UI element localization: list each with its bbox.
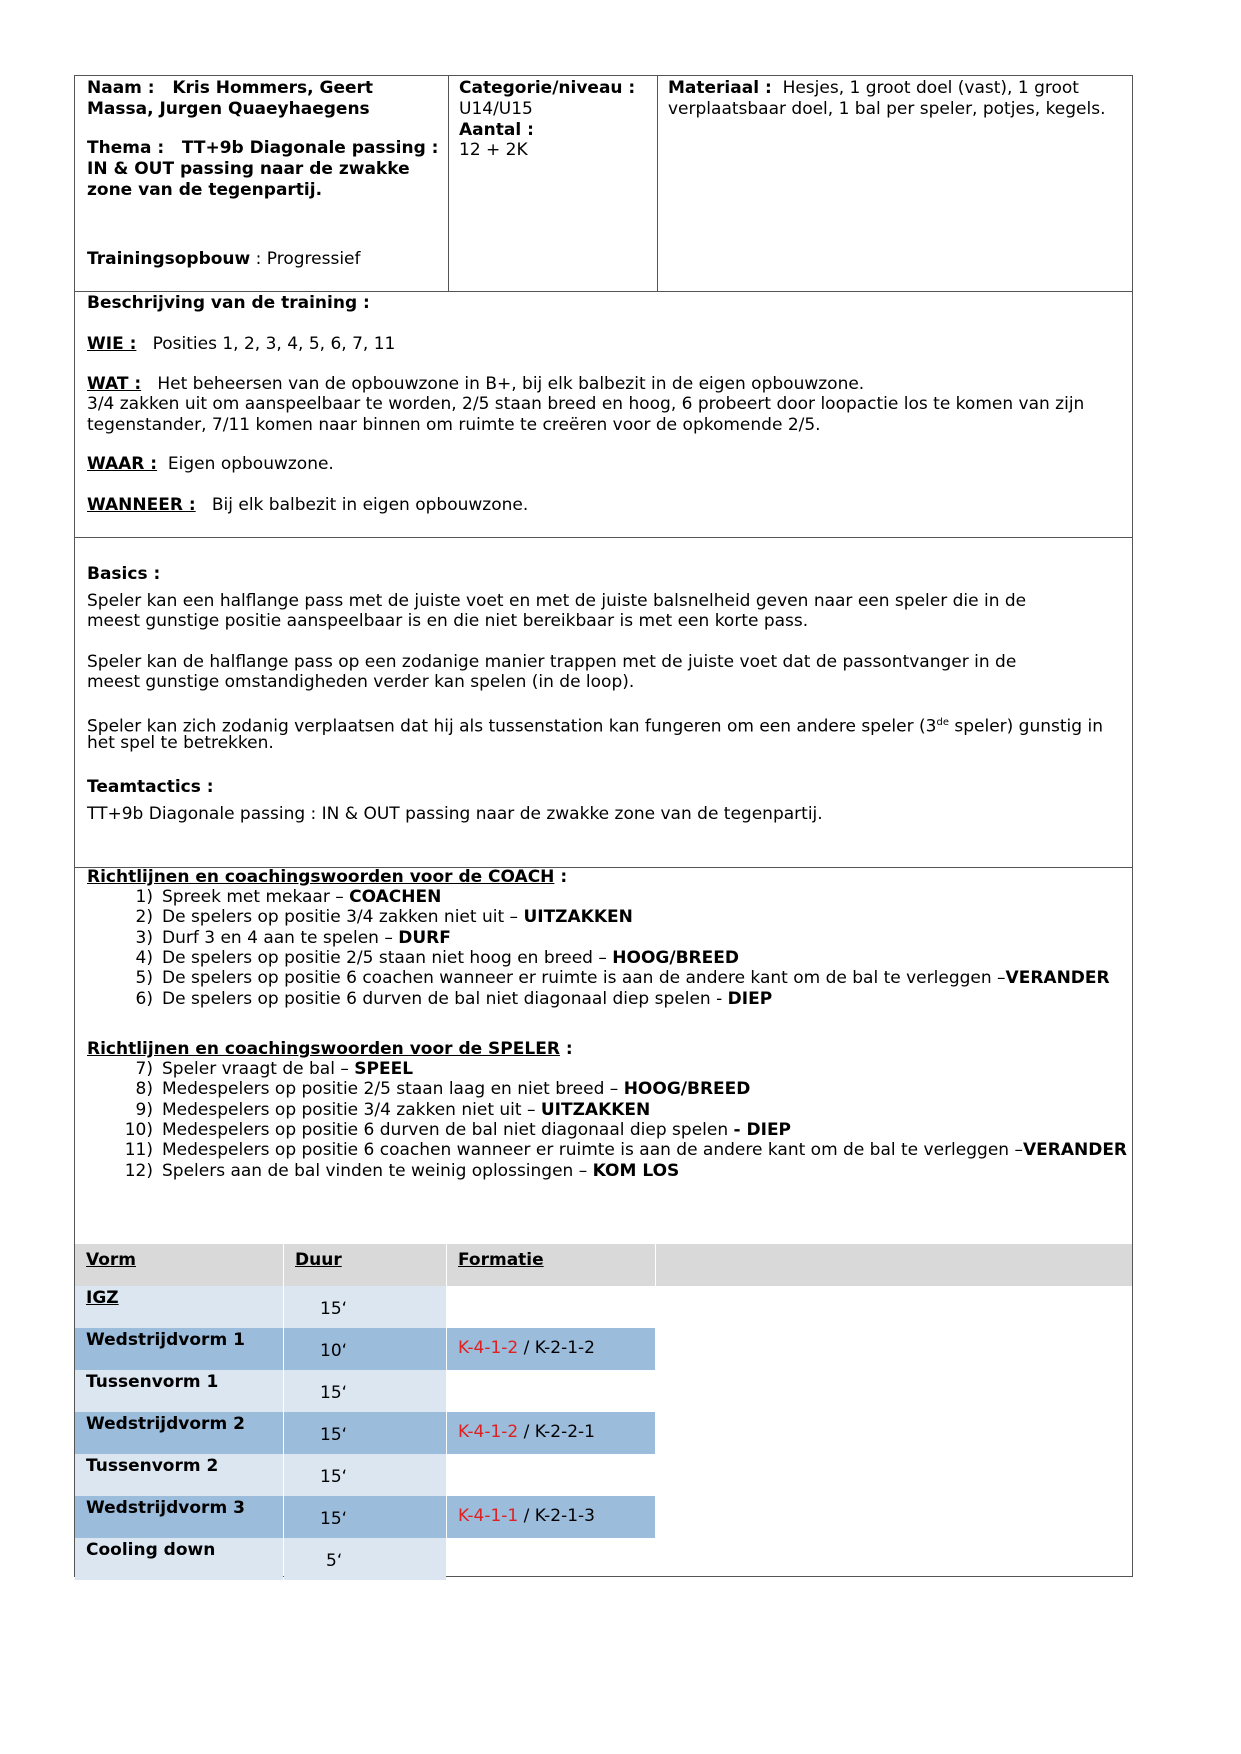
header-vorm: [75, 1244, 283, 1286]
coaching-word: VERANDER: [1005, 968, 1110, 989]
wanneer-line: [87, 495, 528, 516]
beschrijving-title: Beschrijving van de training :: [87, 293, 370, 313]
basics-p3-text: Speler kan zich zodanig verplaatsen dat hij als tussenstation kan fungeren om een andere speler (3: [87, 716, 937, 737]
cell-vorm: [75, 1454, 283, 1496]
cell-formatie: [447, 1370, 655, 1412]
list-item-number: 6): [135, 988, 153, 1009]
speler-title-colon: :: [559, 1039, 573, 1059]
superscript: de: [936, 717, 949, 728]
coaching-word: HOOG/BREED: [623, 1079, 751, 1100]
list-item: [162, 1140, 1127, 1161]
formatie-value: [458, 1506, 595, 1527]
header-duur-label: Duur: [295, 1250, 342, 1270]
coaching-word: KOM LOS: [592, 1160, 680, 1181]
coaching-word: HOOG/BREED: [612, 947, 739, 968]
basics-section: [75, 537, 1132, 868]
list-item-text: De spelers op positie 6 durven de bal niet diagonaal diep spelen -: [162, 988, 728, 1009]
list-item-text: Medespelers op positie 2/5 staan laag en niet breed –: [162, 1079, 624, 1100]
list-item-text: Speler vraagt de bal –: [162, 1059, 355, 1079]
duur-value: 15‘: [320, 1509, 348, 1529]
wanneer-label: WANNEER :: [87, 495, 196, 515]
list-item: [162, 887, 441, 908]
naam-thema-cell: [75, 76, 449, 291]
materiaal-value: Hesjes, 1 groot doel (vast), 1 groot: [782, 78, 1079, 98]
thema-line2: IN & OUT passing naar de zwakke: [87, 159, 410, 179]
cell-duur: [284, 1454, 446, 1496]
cell-vorm: [75, 1328, 283, 1370]
coach-title-line: [87, 867, 567, 888]
table-row: [75, 1286, 1132, 1328]
list-item-text: Spreek met mekaar –: [162, 887, 350, 907]
cell-formatie: [447, 1328, 655, 1370]
cell-duur: [284, 1370, 446, 1412]
list-item: [162, 1079, 750, 1100]
coaching-word: DIEP: [727, 988, 773, 1009]
list-item-text: De spelers op positie 3/4 zakken niet uit –: [162, 907, 524, 928]
coach-title-colon: :: [554, 867, 568, 887]
wat-label: WAT :: [87, 374, 142, 394]
list-item-number: 7): [135, 1059, 153, 1079]
trainingsopbouw: [87, 249, 361, 270]
naam-value: Kris Hommers, Geert: [172, 78, 374, 98]
table-row: [75, 1454, 1132, 1496]
formatie-value: [458, 1338, 595, 1359]
vorm-label: Tussenvorm 2: [86, 1456, 219, 1476]
naam-value-line2: Massa, Jurgen Quaeyhaegens: [87, 99, 370, 119]
list-item: [162, 1161, 679, 1182]
list-item-text: Spelers aan de bal vinden te weinig oplossingen –: [162, 1160, 593, 1181]
cell-vorm: [75, 1496, 283, 1538]
beschrijving-section: [75, 291, 1132, 538]
list-item-number: 4): [135, 947, 153, 968]
coaching-word: SPEEL: [354, 1059, 414, 1079]
list-item-number: 5): [135, 968, 153, 989]
coaching-word: DURF: [398, 927, 451, 948]
list-item-number: 11): [124, 1140, 153, 1161]
wie-line: [87, 334, 395, 355]
thema-label: Thema :: [87, 138, 165, 158]
list-item-number: 12): [124, 1160, 153, 1181]
vorm-label: IGZ: [86, 1288, 119, 1308]
duur-value: 10‘: [320, 1341, 348, 1361]
wie-value: Posities 1, 2, 3, 4, 5, 6, 7, 11: [152, 334, 396, 354]
cell-duur: [284, 1328, 446, 1370]
duur-value: 15‘: [320, 1383, 348, 1403]
header-empty: [656, 1244, 1132, 1286]
list-item-number: 3): [135, 927, 153, 948]
materiaal-label: Materiaal :: [668, 78, 772, 98]
header-vorm-label: Vorm: [86, 1250, 137, 1270]
cell-vorm: [75, 1538, 283, 1580]
basics-p2-line2: meest gunstige omstandigheden verder kan spelen (in de loop).: [87, 672, 635, 692]
materiaal-line1: [668, 78, 1079, 99]
cell-vorm: [75, 1412, 283, 1454]
coaching-word: UITZAKKEN: [540, 1099, 651, 1120]
cell-formatie: [447, 1538, 655, 1580]
list-item: [162, 1100, 650, 1121]
coaching-word: UITZAKKEN: [523, 907, 633, 928]
cell-formatie: [447, 1454, 655, 1496]
header-formatie-label: Formatie: [458, 1250, 544, 1270]
list-item: [162, 928, 451, 949]
header-row: [75, 76, 1132, 292]
list-item: [162, 968, 1110, 989]
basics-p1-line1: Speler kan een halflange pass met de juiste voet en met de juiste balsnelheid geven naar een speler die in de: [87, 591, 1027, 611]
list-item-text: Durf 3 en 4 aan te spelen –: [162, 927, 399, 948]
formatie-own: K-4-1-1: [458, 1506, 519, 1526]
formatie-opponent: / K-2-2-1: [518, 1422, 595, 1442]
categorie-label: Categorie/niveau :: [459, 78, 636, 98]
coaching-word: - DIEP: [733, 1119, 792, 1140]
list-item-text: De spelers op positie 6 coachen wanneer er ruimte is aan de andere kant om de bal te verleggen –: [162, 968, 1006, 989]
list-item: [162, 989, 772, 1010]
wanneer-value: Bij elk balbezit in eigen opbouwzone.: [211, 495, 529, 515]
wat-line1: [87, 374, 864, 395]
table-row: [75, 1496, 1132, 1538]
header-formatie: [447, 1244, 655, 1286]
training-sheet: [74, 75, 1133, 1577]
vorm-label: Wedstrijdvorm 3: [86, 1498, 245, 1518]
basics-p1-line2: meest gunstige positie aanspeelbaar is en die niet bereikbaar is met een korte pass.: [87, 611, 809, 631]
list-item-text: Medespelers op positie 6 coachen wanneer er ruimte is aan de andere kant om de bal te verleggen –: [162, 1140, 1023, 1161]
duur-value: 15‘: [320, 1425, 348, 1445]
list-item-text: Medespelers op positie 6 durven de bal niet diagonaal diep spelen: [162, 1119, 734, 1140]
duur-value: 15‘: [320, 1299, 348, 1319]
duur-value: 15‘: [320, 1467, 348, 1487]
table-row: [75, 1370, 1132, 1412]
teamtactics-value: TT+9b Diagonale passing : IN & OUT passing naar de zwakke zone van de tegenpartij.: [87, 804, 823, 824]
categorie-cell: [448, 76, 658, 291]
duur-value: 5‘: [326, 1551, 343, 1571]
list-item-number: 2): [135, 907, 153, 928]
list-item-text: De spelers op positie 2/5 staan niet hoog en breed –: [162, 947, 613, 968]
cell-duur: [284, 1286, 446, 1328]
naam-line1: [87, 78, 373, 99]
list-item: [162, 948, 739, 969]
aantal-value: 12 + 2K: [459, 140, 528, 160]
teamtactics-title: Teamtactics :: [87, 777, 214, 797]
waar-value: Eigen opbouwzone.: [167, 454, 334, 474]
list-item-number: 9): [135, 1099, 153, 1120]
waar-label: WAAR :: [87, 454, 158, 474]
materiaal-cell: [657, 76, 1132, 291]
aantal-label: Aantal :: [459, 120, 534, 140]
cell-vorm: [75, 1286, 283, 1328]
cell-duur: [284, 1412, 446, 1454]
wat-line3: tegenstander, 7/11 komen naar binnen om ruimte te creëren voor de opkomende 2/5.: [87, 415, 821, 435]
list-item: [162, 1059, 413, 1080]
speler-title: Richtlijnen en coachingswoorden voor de SPELER: [87, 1039, 560, 1059]
list-item-text: Medespelers op positie 3/4 zakken niet uit –: [162, 1099, 541, 1120]
speler-title-line: [87, 1039, 573, 1060]
thema-value: TT+9b Diagonale passing :: [181, 138, 439, 158]
cell-formatie: [447, 1412, 655, 1454]
formatie-opponent: / K-2-1-2: [518, 1338, 595, 1358]
table-header-row: [75, 1244, 1132, 1286]
vorm-label: Wedstrijdvorm 1: [86, 1330, 245, 1350]
formatie-opponent: / K-2-1-3: [518, 1506, 595, 1526]
opbouw-value: : Progressief: [255, 249, 361, 269]
materiaal-line2: verplaatsbaar doel, 1 bal per speler, potjes, kegels.: [668, 99, 1106, 119]
basics-p3-line2: het spel te betrekken.: [87, 733, 274, 753]
table-row: [75, 1412, 1132, 1454]
coaching-word: VERANDER: [1022, 1140, 1128, 1161]
opbouw-label: Trainingsopbouw: [87, 249, 251, 269]
vorm-label: Cooling down: [86, 1540, 216, 1560]
cell-vorm: [75, 1370, 283, 1412]
waar-line: [87, 454, 334, 475]
naam-label: Naam :: [87, 78, 155, 98]
thema-line3: zone van de tegenpartij.: [87, 180, 323, 200]
thema-line1: [87, 138, 438, 159]
cell-formatie: [447, 1286, 655, 1328]
cell-duur: [284, 1496, 446, 1538]
table-row: [75, 1328, 1132, 1370]
formatie-value: [458, 1422, 595, 1443]
coaching-word: COACHEN: [349, 887, 442, 907]
list-item: [162, 1120, 791, 1141]
formatie-own: K-4-1-2: [458, 1338, 519, 1358]
richtlijnen-section: [75, 867, 1132, 1244]
basics-p3-text-end: speler) gunstig in: [948, 716, 1103, 737]
table-row: [75, 1538, 1132, 1580]
formatie-own: K-4-1-2: [458, 1422, 519, 1442]
list-item-number: 1): [135, 887, 153, 907]
basics-p2-line1: Speler kan de halflange pass op een zodanige manier trappen met de juiste voet dat de passontvanger in de: [87, 652, 1017, 672]
basics-title: Basics :: [87, 564, 161, 584]
list-item: [162, 907, 633, 928]
cell-duur: [284, 1538, 446, 1580]
categorie-value: U14/U15: [459, 99, 533, 119]
wat-value: Het beheersen van de opbouwzone in B+, bij elk balbezit in de eigen opbouwzone.: [157, 374, 865, 394]
header-duur: [284, 1244, 446, 1286]
wat-line2: 3/4 zakken uit om aanspeelbaar te worden, 2/5 staan breed en hoog, 6 probeert door loopactie los te komen van zijn: [87, 394, 1085, 414]
list-item-number: 10): [124, 1119, 153, 1140]
cell-formatie: [447, 1496, 655, 1538]
wie-label: WIE :: [87, 334, 137, 354]
vorm-label: Tussenvorm 1: [86, 1372, 219, 1392]
vorm-label: Wedstrijdvorm 2: [86, 1414, 245, 1434]
list-item-number: 8): [135, 1079, 153, 1100]
coach-title: Richtlijnen en coachingswoorden voor de COACH: [87, 867, 555, 887]
